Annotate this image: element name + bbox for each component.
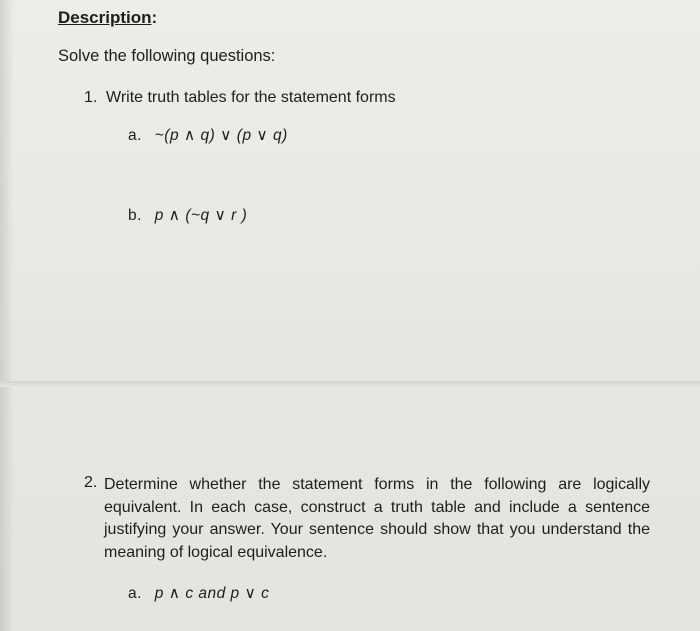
intro-text: Solve the following questions: — [58, 47, 276, 65]
part-label: a. — [128, 585, 142, 602]
question-2-part-a — [128, 584, 269, 603]
part-label: b. — [128, 207, 142, 224]
statement-expression: p ∧ (~q ∨ r ) — [154, 207, 248, 224]
description-heading — [58, 8, 157, 28]
question-2-text: Determine whether the statement forms in the following are logically equivalent. In each case, construct a truth table and include a sentence justifying your answer. Your sentence should show that you understand the meaning of logical equivalence. — [104, 476, 650, 561]
question-1-part-b — [128, 206, 247, 225]
statement-expression: p ∧ c and p ∨ c — [154, 585, 270, 602]
question-1-number: 1. — [84, 89, 98, 106]
description-heading-colon: : — [151, 8, 158, 27]
question-1-text: Write truth tables for the statement forms — [106, 89, 396, 106]
question-1-part-a — [128, 126, 288, 145]
statement-expression: ~(p ∧ q) ∨ (p ∨ q) — [154, 127, 288, 144]
description-heading-label: Description — [58, 8, 152, 27]
part-label: a. — [128, 127, 142, 144]
question-2-number: 2. — [84, 474, 98, 491]
